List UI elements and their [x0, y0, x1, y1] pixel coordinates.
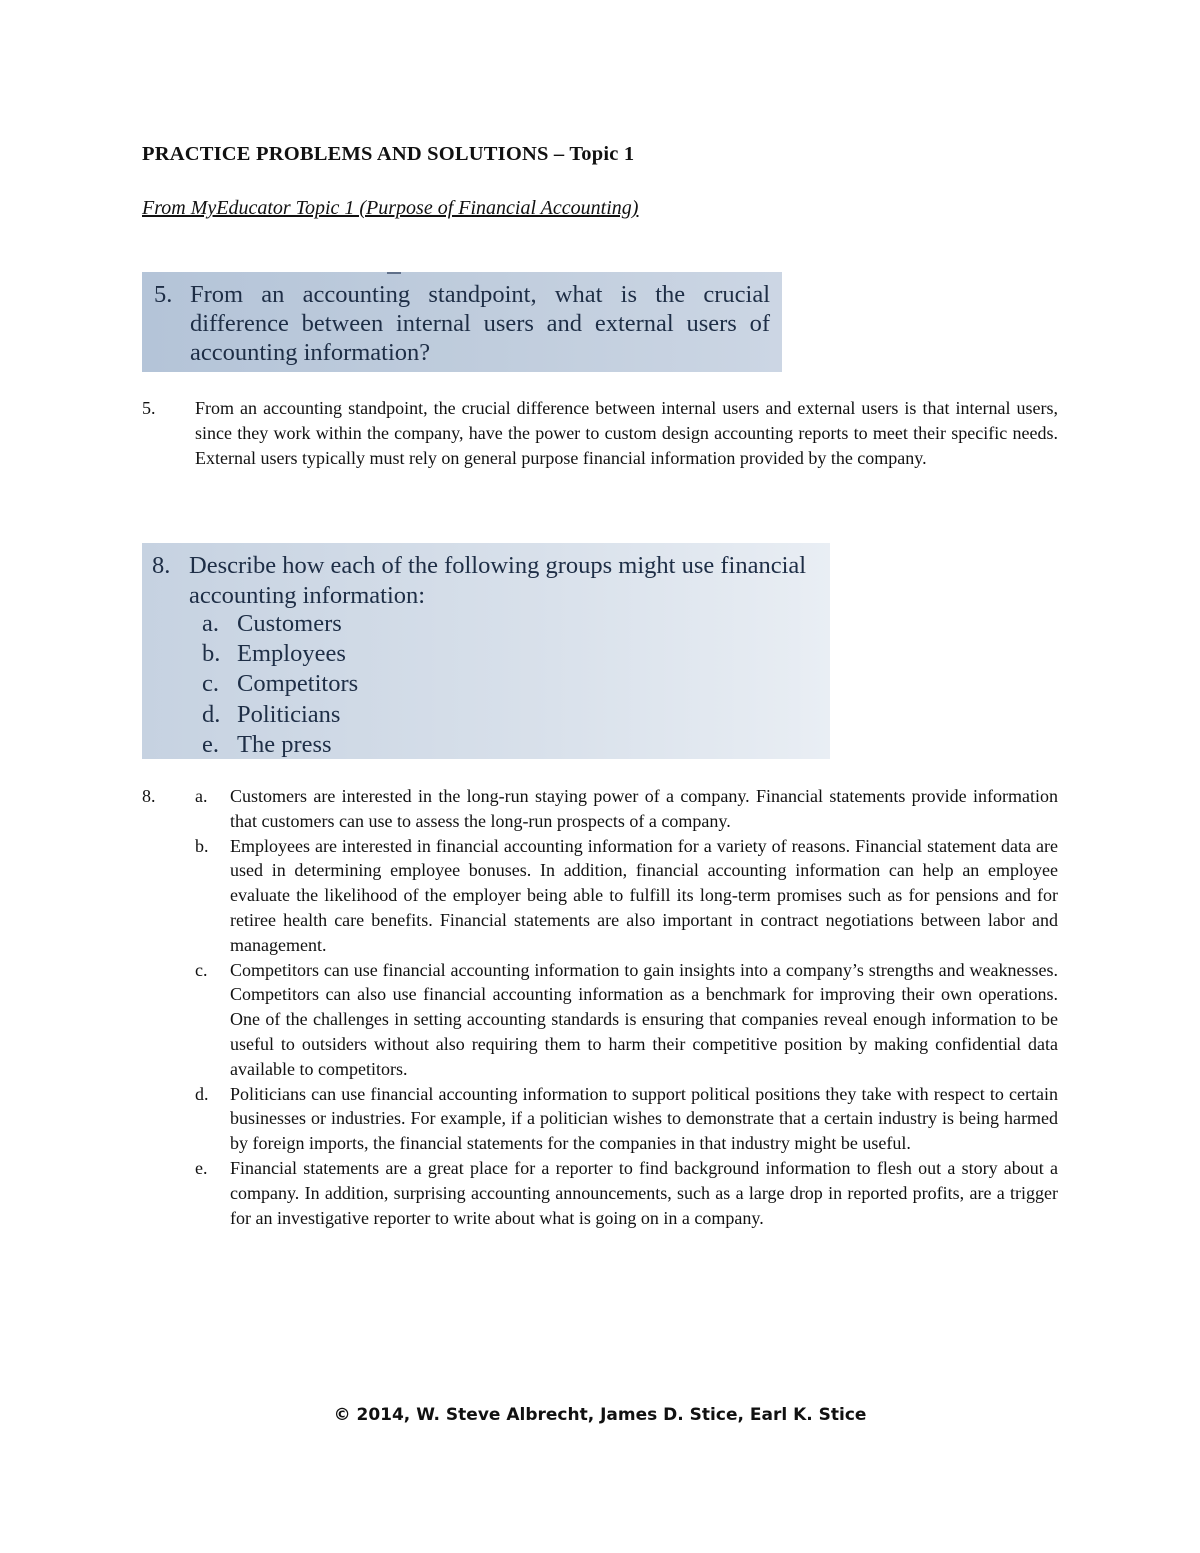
item-letter: b.	[202, 640, 221, 668]
answer-item-text: Customers are interested in the long-run staying power of a company. Financial statements provide information that customers can use to assess the long-run prospects of a company.	[230, 786, 1058, 831]
page-subtitle: From MyEducator Topic 1 (Purpose of Financial Accounting)	[142, 197, 639, 219]
item-letter: e.	[202, 730, 219, 758]
item-letter: a.	[202, 610, 219, 637]
answer-item-letter: c.	[195, 959, 208, 980]
answer-8-item	[195, 1156, 1058, 1230]
cropped-text-fragment	[387, 268, 401, 274]
answer-item-letter: b.	[195, 835, 209, 856]
item-label: The press	[237, 730, 332, 758]
answer-item-text: Financial statements are a great place for a reporter to find background information to flesh out a story about a company. In addition, surprising accounting announcements, such as a large drop in reported profits, are a trigger for an investigative reporter to write about what is going on in a company.	[230, 1157, 1058, 1228]
page-title: PRACTICE PROBLEMS AND SOLUTIONS – Topic 1	[142, 143, 635, 165]
item-label: Employees	[237, 640, 346, 668]
question-8-item	[202, 730, 358, 760]
answer-item-letter: e.	[195, 1157, 208, 1178]
answer-5-number: 5.	[142, 398, 156, 418]
item-letter: d.	[202, 700, 221, 728]
answer-item-letter: a.	[195, 786, 208, 806]
question-5-number: 5.	[154, 281, 173, 308]
answer-item-text: Competitors can use financial accounting information to gain insights into a company’s strengths and weaknesses. Competitors can also use financial accounting information as a benchmark for improving their own operations. One of the challenges in setting accounting standards is ensuring that companies reveal enough information to be useful to outsiders without also requiring them to harm their competitive position by making confidential data available to competitors.	[230, 959, 1058, 1079]
answer-8-item	[195, 1082, 1058, 1156]
answer-item-text: Employees are interested in financial accounting information for a variety of reasons. Financial statement data are used in determining employee bonuses. In addition, financial accounting information can help an employee evaluate the likelihood of the employer being able to fulfill its long-term promises such as for pensions and for retiree health care benefits. Financial statements are also important in contract negotiations between labor and management.	[230, 835, 1058, 955]
item-label: Customers	[237, 610, 342, 637]
copyright-footer: © 2014, W. Steve Albrecht, James D. Stice, Earl K. Stice	[333, 1405, 867, 1425]
question-5-box	[142, 272, 782, 372]
answer-item-letter: d.	[195, 1083, 209, 1104]
question-8-item	[202, 669, 358, 699]
item-label: Politicians	[237, 700, 341, 728]
question-5-text: From an accounting standpoint, what is the crucial difference between internal users and external users of accounting information?	[190, 281, 770, 366]
answer-8-item	[195, 834, 1058, 958]
answer-8-list	[195, 784, 1058, 1230]
question-8-box	[142, 543, 830, 759]
question-8-text: Describe how each of the following groups might use financial accounting information:	[189, 552, 807, 609]
question-8-number: 8.	[152, 552, 171, 579]
answer-5-text: From an accounting standpoint, the crucial difference between internal users and external users is that internal users, since they work within the company, have the power to custom design accounting reports to meet their specific needs. External users typically must rely on general purpose financial information provided by the company.	[195, 398, 1058, 468]
item-label: Competitors	[237, 670, 359, 698]
question-8-item	[202, 639, 358, 669]
answer-item-text: Politicians can use financial accounting information to support political positions they take with respect to certain businesses or industries. For example, if a politician wishes to demonstrate that a certain industry is being harmed by foreign imports, the financial statements for the companies in that industry might be useful.	[230, 1083, 1058, 1154]
answer-8-number: 8.	[142, 786, 156, 806]
question-8-item	[202, 700, 358, 730]
question-8-list	[202, 609, 358, 760]
item-letter: c.	[202, 670, 219, 698]
answer-8-item	[195, 958, 1058, 1082]
answer-8-item	[195, 784, 1058, 834]
question-8-item	[202, 609, 358, 639]
